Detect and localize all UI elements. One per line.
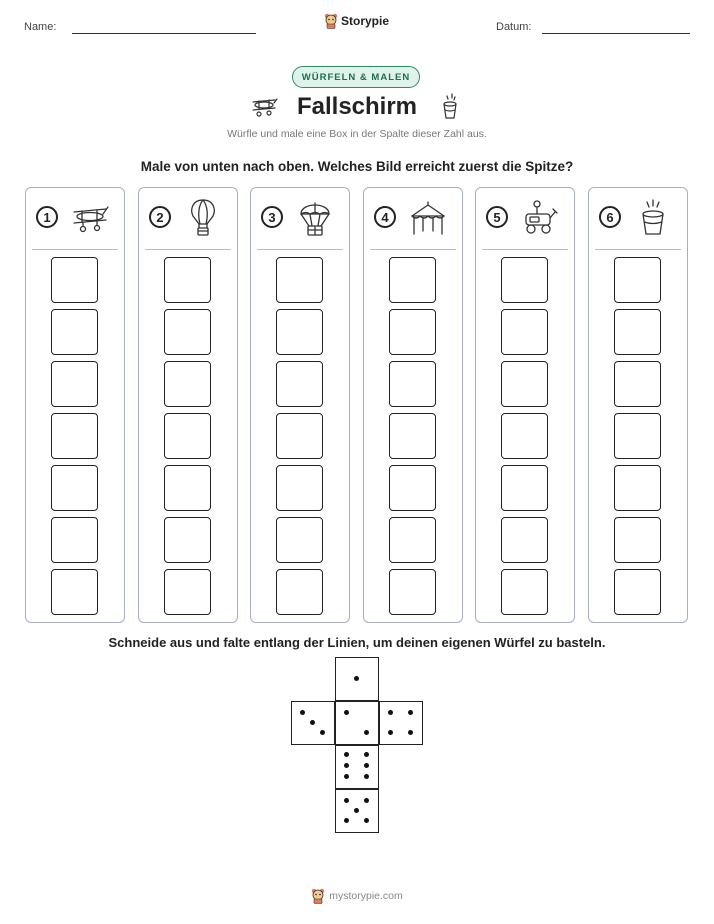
name-label: Name: <box>24 21 57 33</box>
column-4 <box>363 187 463 623</box>
footer-url[interactable]: mystorypie.com <box>329 890 403 902</box>
column-number: 2 <box>149 206 171 228</box>
color-box[interactable] <box>276 413 323 459</box>
dice-face-4 <box>379 701 423 745</box>
pip <box>364 730 369 735</box>
color-box[interactable] <box>389 361 436 407</box>
color-box[interactable] <box>276 517 323 563</box>
pip <box>310 720 315 725</box>
color-box[interactable] <box>501 257 548 303</box>
color-box[interactable] <box>164 465 211 511</box>
storypie-mascot-icon <box>324 13 338 29</box>
color-box[interactable] <box>614 569 661 615</box>
color-box[interactable] <box>614 309 661 355</box>
pip <box>364 752 369 757</box>
column-5 <box>475 187 575 623</box>
game-instruction: Male von unten nach oben. Welches Bild erreicht zuerst die Spitze? <box>140 159 574 174</box>
page-subtitle: Würfle und male eine Box in der Spalte dieser Zahl aus. <box>227 128 487 140</box>
date-label: Datum: <box>496 21 532 33</box>
color-box[interactable] <box>276 569 323 615</box>
color-box[interactable] <box>276 465 323 511</box>
color-box[interactable] <box>51 309 98 355</box>
color-box[interactable] <box>389 465 436 511</box>
pip <box>408 710 413 715</box>
color-box[interactable] <box>614 465 661 511</box>
column-number: 5 <box>486 206 508 228</box>
color-box[interactable] <box>164 309 211 355</box>
color-box[interactable] <box>389 257 436 303</box>
storypie-logo <box>324 13 389 29</box>
pip <box>364 818 369 823</box>
dice-face-3 <box>291 701 335 745</box>
color-box[interactable] <box>501 309 548 355</box>
color-box[interactable] <box>276 361 323 407</box>
color-box[interactable] <box>501 413 548 459</box>
dice-net <box>291 657 425 835</box>
color-box[interactable] <box>501 517 548 563</box>
color-box[interactable] <box>389 309 436 355</box>
column-divider <box>595 249 681 250</box>
column-number: 1 <box>36 206 58 228</box>
date-line[interactable] <box>542 33 690 34</box>
pip <box>344 798 349 803</box>
name-line[interactable] <box>72 33 256 34</box>
hot-air-balloon-icon <box>183 198 223 238</box>
title-bucket-icon <box>440 92 460 120</box>
color-box[interactable] <box>389 569 436 615</box>
column-divider <box>145 249 231 250</box>
color-box[interactable] <box>276 257 323 303</box>
pip <box>320 730 325 735</box>
color-box[interactable] <box>51 465 98 511</box>
color-box[interactable] <box>501 569 548 615</box>
pip <box>364 798 369 803</box>
color-box[interactable] <box>501 361 548 407</box>
dice-face-2 <box>335 701 379 745</box>
biplane-icon <box>70 198 110 238</box>
robot-vehicle-icon <box>520 198 560 238</box>
color-box[interactable] <box>51 517 98 563</box>
pip <box>344 818 349 823</box>
column-2 <box>138 187 238 623</box>
page-title: Fallschirm <box>296 93 418 120</box>
pip <box>354 808 359 813</box>
pip <box>354 676 359 681</box>
color-box[interactable] <box>614 257 661 303</box>
column-number: 4 <box>374 206 396 228</box>
color-box[interactable] <box>276 309 323 355</box>
color-box[interactable] <box>164 517 211 563</box>
color-box[interactable] <box>164 569 211 615</box>
dice-face-1 <box>335 657 379 701</box>
pip <box>300 710 305 715</box>
pip <box>388 710 393 715</box>
pip <box>388 730 393 735</box>
column-3 <box>250 187 350 623</box>
canopy-tent-icon <box>408 198 448 238</box>
color-box[interactable] <box>501 465 548 511</box>
column-divider <box>257 249 343 250</box>
color-box[interactable] <box>614 413 661 459</box>
color-box[interactable] <box>164 413 211 459</box>
pip <box>344 763 349 768</box>
color-box[interactable] <box>51 361 98 407</box>
color-box[interactable] <box>51 257 98 303</box>
column-6 <box>588 187 688 623</box>
column-number: 3 <box>261 206 283 228</box>
cut-instruction: Schneide aus und falte entlang der Linien, um deinen eigenen Würfel zu basteln. <box>108 635 606 650</box>
category-badge: WÜRFELN & MALEN <box>292 66 420 88</box>
color-box[interactable] <box>164 361 211 407</box>
column-divider <box>370 249 456 250</box>
dice-face-5 <box>335 789 379 833</box>
water-bucket-icon <box>633 198 673 238</box>
pip <box>408 730 413 735</box>
color-box[interactable] <box>614 361 661 407</box>
parachute-icon <box>295 198 335 238</box>
color-box[interactable] <box>389 517 436 563</box>
pip <box>344 710 349 715</box>
color-box[interactable] <box>51 569 98 615</box>
color-box[interactable] <box>614 517 661 563</box>
pip <box>344 774 349 779</box>
column-divider <box>482 249 568 250</box>
column-number: 6 <box>599 206 621 228</box>
storypie-mascot-icon <box>311 888 325 904</box>
brand-name: Storypie <box>341 14 390 28</box>
column-1 <box>25 187 125 623</box>
pip <box>344 752 349 757</box>
color-box[interactable] <box>389 413 436 459</box>
pip <box>364 763 369 768</box>
color-box[interactable] <box>51 413 98 459</box>
color-box[interactable] <box>164 257 211 303</box>
footer <box>0 888 714 904</box>
pip <box>364 774 369 779</box>
column-divider <box>32 249 118 250</box>
dice-face-6 <box>335 745 379 789</box>
